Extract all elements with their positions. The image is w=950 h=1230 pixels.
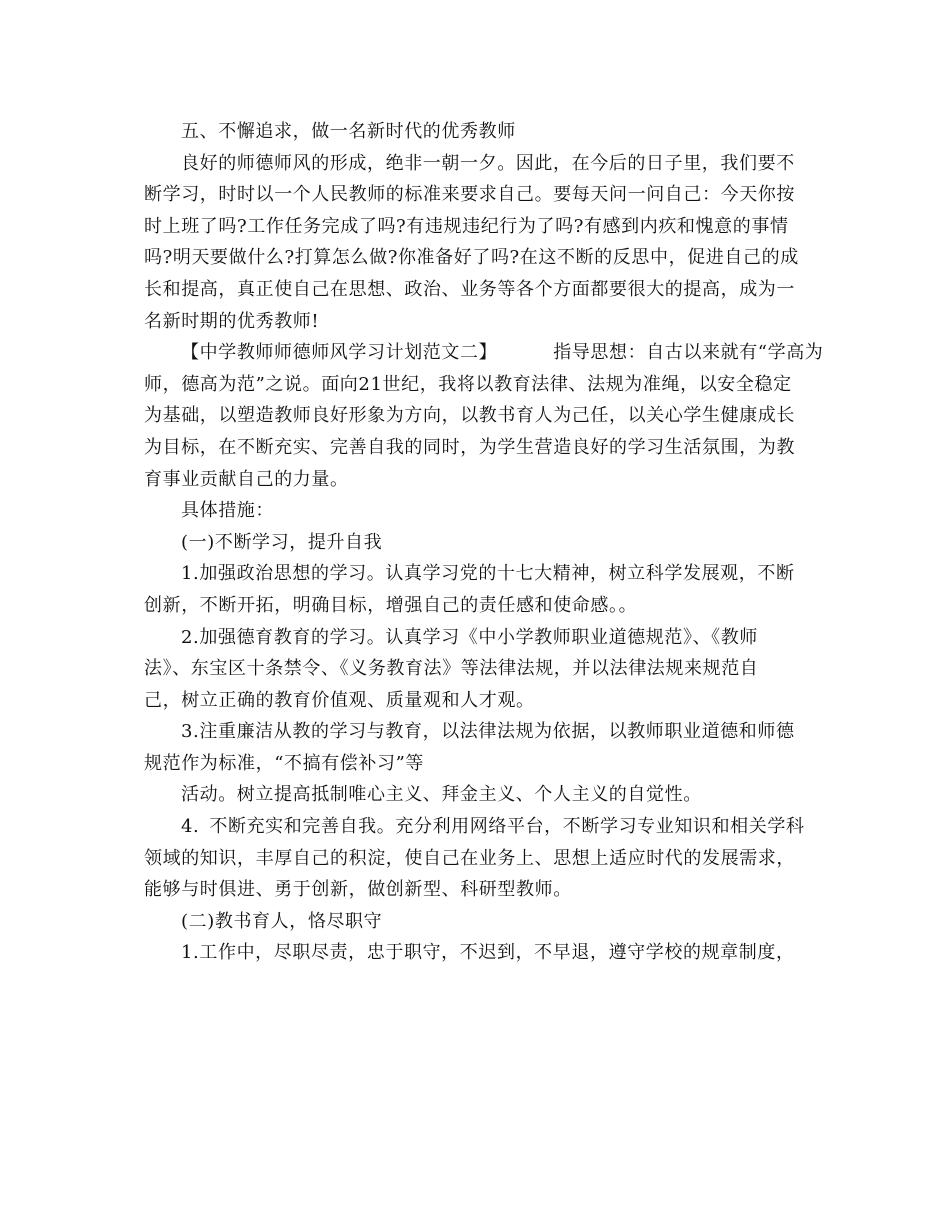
paragraph-line: 时上班了吗?工作任务完成了吗?有违规违纪行为了吗?有感到内疚和愧意的事情 (144, 215, 789, 237)
subheading: 具体措施： (181, 500, 274, 522)
paragraph-line: 为基础，以塑造教师良好形象为方向，以教书育人为己任，以关心学生健康成长 (144, 405, 795, 427)
article-title: 【中学教师师德师风学习计划范文二】 (181, 342, 498, 364)
paragraph-line: 吗?明天要做什么?打算怎么做?你准备好了吗?在这不断的反思中，促进自己的成 (144, 247, 799, 269)
paragraph-line: 断学习，时时以一个人民教师的标准来要求自己。要每天问一问自己：今天你按 (144, 184, 795, 206)
paragraph-line: 活动。树立提高抵制唯心主义、拜金主义、个人主义的自觉性。 (181, 784, 702, 806)
article-heading-line (144, 337, 824, 369)
paragraph-line: 己，树立正确的教育价值观、质量观和人才观。 (144, 689, 535, 711)
paragraph-line: 能够与时俱进、勇于创新，做创新型、科研型教师。 (144, 879, 572, 901)
section-heading: 五、不懈追求，做一名新时代的优秀教师 (181, 121, 516, 142)
paragraph-line: 领域的知识，丰厚自己的积淀，使自己在业务上、思想上适应时代的发展需求， (144, 847, 795, 869)
paragraph-line: 3.注重廉洁从教的学习与教育，以法律法规为依据，以教师职业道德和师德 (181, 721, 795, 743)
paragraph-line: 法》、东宝区十条禁令、《义务教育法》等法律法规，并以法律法规来规范自 (144, 658, 759, 680)
paragraph-line: 1.工作中，尽职尽责，忠于职守，不迟到，不早退，遵守学校的规章制度， (181, 942, 795, 964)
paragraph-line: 长和提高，真正使自己在思想、政治、业务等各个方面都要很大的提高，成为一 (144, 278, 795, 300)
subheading: (二)教书育人，恪尽职守 (181, 910, 383, 932)
subheading: (一)不断学习，提升自我 (181, 531, 383, 553)
paragraph-line: 名新时期的优秀教师! (144, 310, 320, 332)
item-text: 不断充实和完善自我。充分利用网络平台，不断学习专业知识和相关学科 (209, 816, 805, 838)
paragraph-line: 良好的师德师风的形成，绝非一朝一夕。因此，在今后的日子里，我们要不 (181, 152, 795, 174)
paragraph-line: 育事业贡献自己的力量。 (144, 468, 349, 490)
paragraph-line: 2.加强德育教育的学习。认真学习《中小学教师职业道德规范》、《教师 (181, 626, 758, 648)
document-body (144, 116, 824, 969)
guiding-thought-label: 指导思想：自古以来就有“学高为 (553, 342, 824, 364)
paragraph-line: 为目标，在不断充实、完善自我的同时，为学生营造良好的学习生活氛围，为教 (144, 436, 795, 458)
paragraph-line: 创新，不断开拓，明确目标，增强自己的责任感和使命感。。 (144, 594, 638, 616)
item-number: 4. (181, 816, 200, 838)
paragraph-line: 规范作为标准，“不搞有偿补习”等 (144, 752, 425, 774)
paragraph-line (144, 811, 804, 843)
paragraph-line: 1.加强政治思想的学习。认真学习党的十七大精神，树立科学发展观，不断 (181, 563, 795, 585)
paragraph-line: 师，德高为范”之说。面向21世纪，我将以教育法律、法规为准绳，以安全稳定 (144, 373, 792, 395)
